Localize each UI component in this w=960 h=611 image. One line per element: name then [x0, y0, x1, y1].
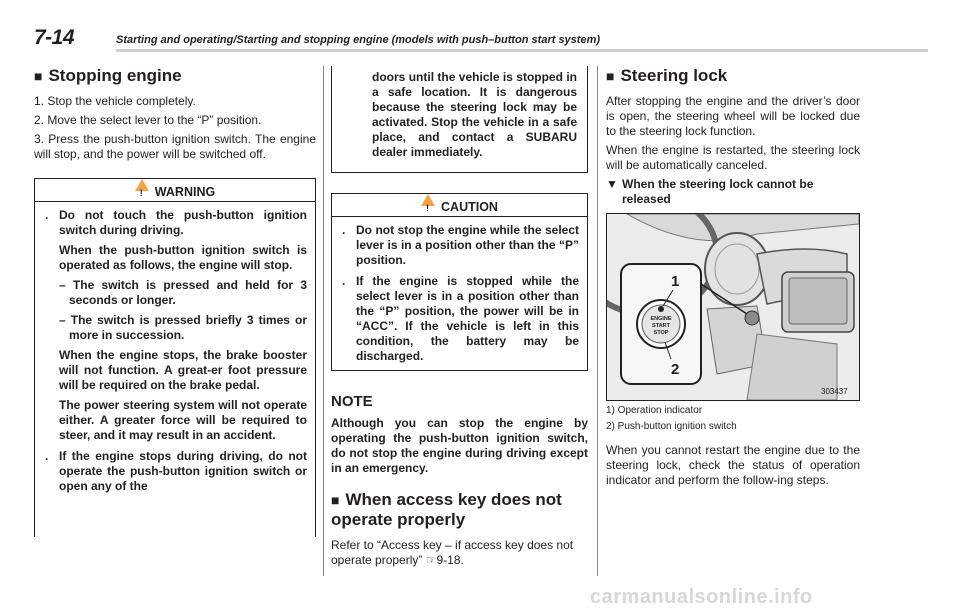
note-text: Although you can stop the engine by operating the push-button ignition switch, do not stop the engine during driving except in an emergency. [331, 416, 588, 475]
caution-triangle-icon [421, 194, 435, 206]
caution-header: !CAUTION [332, 194, 587, 217]
warning-box [34, 178, 316, 537]
access-key-text: Refer to “Access key – if access key does not operate properly” ☞9-18. [331, 538, 574, 567]
caution-bullet-2: . If the engine is stopped while the select lever is in a position other than the “P” position, the power will be in “ACC”. If the vehicle is left in this condition, the battery may be discharged. [342, 274, 579, 363]
button-label-line-2: START [652, 323, 670, 329]
dashboard-illustration [607, 214, 859, 400]
warning-bullet-1: . Do not touch the push-button ignition switch during driving. [45, 208, 307, 237]
button-label-line-1: ENGINE [650, 316, 672, 322]
column-middle [331, 66, 588, 572]
section-title-access-key: ■ When access key does not operate properly [331, 490, 562, 529]
caption-1: 1) Operation indicator [606, 405, 703, 416]
page-number: 7-14 [34, 26, 75, 49]
caution-bullet-1: . Do not stop the engine while the select lever is in a position other than the “P” position. [342, 223, 579, 267]
running-header-title: Starting and operating/Starting and stopping engine (models with push–button start system) [116, 34, 601, 46]
caption-2: 2) Push-button ignition switch [606, 421, 737, 432]
steering-lock-p1: After stopping the engine and the driver’s door is open, the steering wheel will be locked due to the steering lock function. [606, 94, 860, 138]
warning-sub-3: The power steering system will not operate either. A greater force will be required to steer, and it may result in an accident. [59, 398, 307, 442]
section-marker-icon: ■ [34, 68, 43, 84]
column-right [606, 66, 860, 492]
button-label-line-3: STOP [653, 330, 669, 336]
warning-dash-1: – The switch is pressed and held for 3 seconds or longer. [59, 278, 307, 307]
callout-1: 1 [671, 273, 680, 290]
warning-triangle-icon [135, 179, 149, 191]
section-title-stopping: ■ Stopping engine [34, 66, 182, 85]
callout-2: 2 [671, 361, 680, 378]
warning-sub-2: When the engine stops, the brake booster will not function. A great-er foot pressure will be required on the brake pedal. [59, 348, 307, 392]
watermark: carmanualsonline.info [590, 586, 813, 608]
warning-header: !WARNING [35, 179, 315, 202]
warning-bullet-2: . If the engine stops during driving, do not operate the push-button ignition switch or open any of the [45, 449, 307, 493]
column-divider [597, 66, 598, 576]
caution-box [331, 193, 588, 371]
warning-dash-2: – The switch is pressed briefly 3 times or more in succession. [59, 313, 307, 342]
column-divider [323, 66, 324, 576]
figure-id: 303437 [821, 387, 848, 396]
step-3: 3. Press the push-button ignition switch. The engine will stop, and the power will be switched off. [34, 132, 316, 161]
column-left [34, 66, 316, 537]
figure-ignition-switch [606, 213, 860, 401]
section-marker-icon: ■ [331, 492, 340, 508]
page-header [34, 24, 928, 52]
section-marker-icon: ■ [606, 68, 615, 84]
subsection-marker-icon: ▼ [606, 177, 618, 191]
warning-continued-text: doors until the vehicle is stopped in a safe location. It is dangerous because the steering lock may be activated. Stop the vehicle in a safe place, and contact a SUBARU dealer immediately. [372, 70, 577, 159]
section-title-steering-lock: ■ Steering lock [606, 66, 728, 85]
warning-sub-1: When the push-button ignition switch is operated as follows, the engine will stop. [59, 243, 307, 272]
step-2: 2. Move the select lever to the “P” position. [34, 113, 262, 127]
steering-lock-subtitle: ▼ When the steering lock cannot be released [606, 177, 814, 206]
steering-lock-p2: When the engine is restarted, the steering lock will be automatically canceled. [606, 143, 860, 172]
warning-box-continued [331, 66, 588, 173]
header-rule [116, 49, 928, 52]
note-label: NOTE [331, 393, 373, 410]
steering-lock-p3: When you cannot restart the engine due to the steering lock, check the status of operation indicator and perform the follow-ing steps. [606, 443, 860, 487]
step-1: 1. Stop the vehicle completely. [34, 94, 196, 108]
